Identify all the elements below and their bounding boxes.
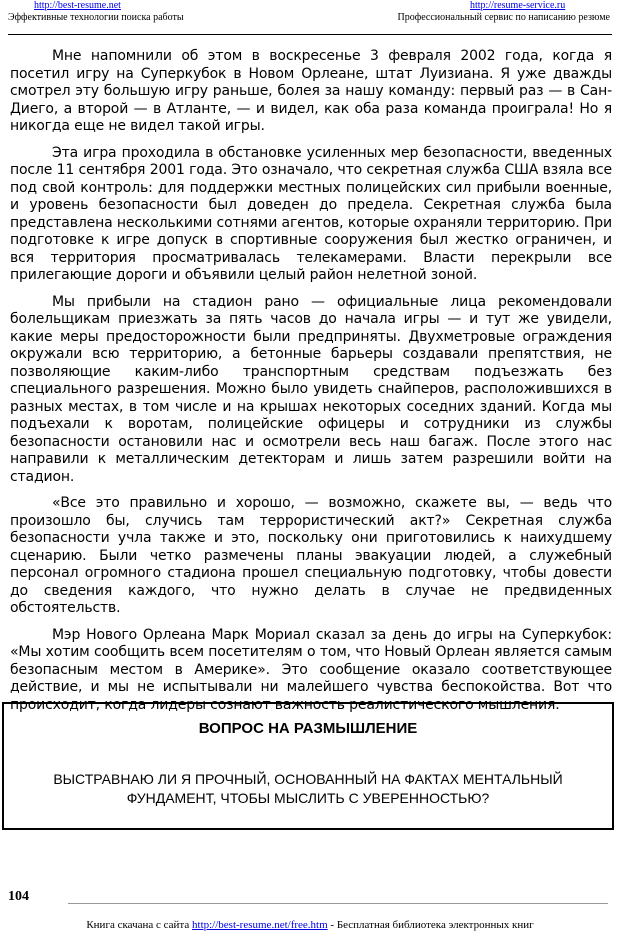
page-number: 104	[8, 889, 29, 904]
reflection-question-box	[2, 702, 614, 830]
header-right-text: Профессиональный сервис по написанию резюме	[397, 12, 610, 23]
header-left-link[interactable]: http://best-resume.net	[34, 0, 121, 11]
header-divider	[8, 34, 612, 35]
article-body	[10, 48, 612, 723]
paragraph-4: «Все это правильно и хорошо, — возможно, скажете вы, — ведь что произошло бы, случись там террористический акт?» Секретная служба безопасности учла также и это, поскольку они приготовились к наихудшему сценарию. Были четко размечены планы эвакуации людей, а служебный персонал огромного стадиона прошел специальную подготовку, чтобы довести до сведения каждого, что нужно делать в случае не предвиденных обстоятельств.	[10, 495, 612, 616]
header-right-link[interactable]: http://resume-service.ru	[470, 0, 566, 11]
paragraph-3: Мы прибыли на стадион рано — официальные лица рекомендовали болельщикам приезжать за пять часов до начала игры — и тут же увидели, какие меры предосторожности были предприняты. Двухметровые ограждения окружали всю территорию, а бетонные барьеры создавали препятствия, не позволяющие каким-либо транспортным средствам подъезжать без специального разрешения. Можно было увидеть снайперов, расположившихся в разных местах, в том числе и на крышах некоторых соседних зданий. Когда мы подъехали к воротам, полицейские офицеры и сотрудники из службы безопасности остановили нас и осмотрели весь наш багаж. После этого нас направили к металлическим детекторам и лишь затем разрешили войти на стадион.	[10, 293, 612, 485]
header-left-text: Эффективные технологии поиска работы	[8, 12, 184, 23]
paragraph-2: Эта игра проходила в обстановке усиленных мер безопасности, введенных после 11 сентября 2001 года. Это означало, что секретная служба США взяла все под свой контроль: для поддержки местных полицейских сил прибыли военные, и уровень безопасности был доведен до предела. Секретная служба была представлена несколькими сотнями агентов, которые охраняли территорию. При подготовке к игре допуск в спортивные сооружения был жестко ограничен, и вся территория просматривалась телекамерами. Власти перекрыли все прилегающие дороги и объявили целый район нелетной зоной.	[10, 144, 612, 283]
question-title: ВОПРОС НА РАЗМЫШЛЕНИЕ	[198, 720, 418, 737]
footer-note	[0, 918, 620, 932]
paragraph-5: Мэр Нового Орлеана Марк Мориал сказал за день до игры на Суперкубок: «Мы хотим сообщить всем посетителям о том, что Новый Орлеан является самым безопасным местом в Америке». Это сообщение оказало соответствующее действие, и мы не испытывали ни малейшего чувства беспокойства. Вот что происходит, когда лидеры сознают важность реалистического мышления.	[10, 626, 612, 713]
footer-prefix: Книга скачана с сайта	[86, 919, 193, 931]
footer-divider	[68, 903, 608, 904]
question-text: ВЫСТРАВНАЮ ЛИ Я ПРОЧНЫЙ, ОСНОВАННЫЙ НА ФАКТАХ МЕНТАЛЬНЫЙ ФУНДАМЕНТ, ЧТОБЫ МЫСЛИТЬ С УВЕРЕННОСТЬЮ?	[53, 771, 563, 806]
footer-link[interactable]: http://best-resume.net/free.htm	[192, 919, 328, 931]
footer-suffix: - Бесплатная библиотека электронных книг	[327, 919, 534, 931]
paragraph-1: Мне напомнили об этом в воскресенье 3 февраля 2002 года, когда я посетил игру на Суперкубок в Новом Орлеане, штат Луизиана. Я уже дважды смотрел эту большую игру раньше, болея за нашу команду: первый раз — в Сан-Диего, а второй — в Атланте, — и видел, как оба раза команда проиграла! Но я никогда еще не видел такой игры.	[10, 48, 612, 134]
